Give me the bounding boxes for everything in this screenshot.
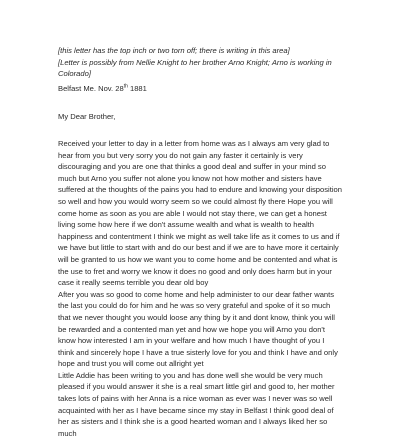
transcriber-note: [this letter has the top inch or two torn off; there is writing in this area]: [58, 46, 290, 55]
transcriber-notes: [58, 45, 342, 80]
letter-date-year: 1881: [127, 84, 147, 93]
letter-paragraph: After you was so good to come home and help administer to our dear father wants the last you could do for him and he was so very grateful and spoke of it so much that we never thought you would loose any thing by it and dont know, think you will be rewarded and a contented man yet and how we hope you will Arno you don't know how interested I am in your welfare and how much I have thought of you I think and sincerely hope I have a true sisterly love for you and think I have and only hope and trust you will come out allright yet: [58, 289, 338, 369]
transcriber-note: [Letter is possibly from Nellie Knight to her brother Arno Knight; Arno is working in Colorado]: [58, 57, 332, 79]
letter-body: [58, 138, 342, 439]
letter-date-ordinal: th: [123, 83, 128, 90]
letter-paragraph: Received your letter to day in a letter from home was as I always am very glad to hear from you but very sorry you do not gain any faster it certainly is very discouraging and you are one that thinks a good deal and suffer in your mind so much but Arno you suffer not alone you know not how mother and sisters have suffered at the thoughts of the pains you had to endure and knowing your disposition so well and how you would worry seem so we could almost fly there Hope you will come home as soon as you are able I would not stay there, we can get a honest living some how here if we don't assume wealth and what is wealth to health happiness and contentment I think we might as well take life as it comes to us and if we have but little to start with and do our best and if we are to have more it certainly will be granted to us how we want you to come home and be contented and what is the use to fret and worry we know it does no good and only does harm but in your case it really seems terrible you dear old boy: [58, 139, 342, 288]
letter-date: [58, 83, 342, 95]
letter-greeting: My Dear Brother,: [58, 112, 116, 121]
letter-paragraph: Little Addie has been writing to you and has done well she would be very much pleased if you would answer it she is a real smart little girl and good to, her mother takes lots of pains with her Anna is a nice woman as ever was I never was so well acquainted with her as I have became since my stay in Belfast I think good deal of her as sisters and I think she is a good hearted woman and I always liked her so much: [58, 370, 335, 438]
letter-date-text: Belfast Me. Nov. 28: [58, 84, 124, 93]
